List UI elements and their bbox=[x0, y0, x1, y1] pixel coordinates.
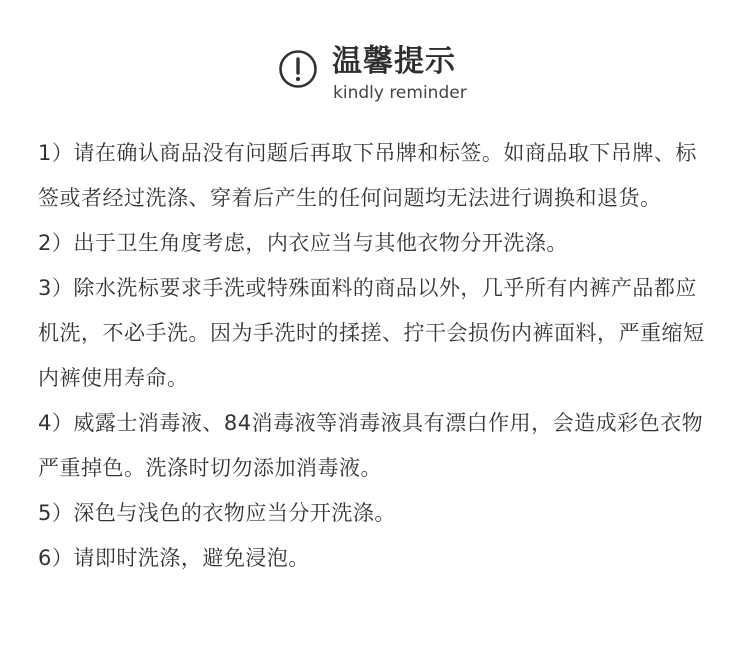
reminder-item: 1）请在确认商品没有问题后再取下吊牌和标签。如商品取下吊牌、标签或者经过洗涤、穿着后产生的任何问题均无法进行调换和退货。 bbox=[38, 141, 697, 210]
reminder-item: 4）威露士消毒液、84消毒液等消毒液具有漂白作用，会造成彩色衣物严重掉色。洗涤时切勿添加消毒液。 bbox=[38, 411, 704, 480]
reminder-item: 6）请即时洗涤，避免浸泡。 bbox=[38, 546, 310, 570]
reminder-item: 5）深色与浅色的衣物应当分开洗涤。 bbox=[38, 501, 396, 525]
page-subtitle: kindly reminder bbox=[333, 83, 467, 103]
reminder-item: 2）出于卫生角度考虑，内衣应当与其他衣物分开洗涤。 bbox=[38, 231, 568, 255]
reminder-item: 3）除水洗标要求手洗或特殊面料的商品以外，几乎所有内裤产品都应机洗，不必手洗。因为手洗时的揉搓、拧干会损伤内裤面料，严重缩短内裤使用寿命。 bbox=[38, 276, 705, 390]
header bbox=[0, 42, 750, 112]
page-title: 温馨提示 bbox=[332, 44, 456, 79]
reminder-list bbox=[38, 131, 714, 581]
header-content bbox=[278, 42, 488, 112]
exclamation-circle-icon bbox=[278, 49, 318, 89]
